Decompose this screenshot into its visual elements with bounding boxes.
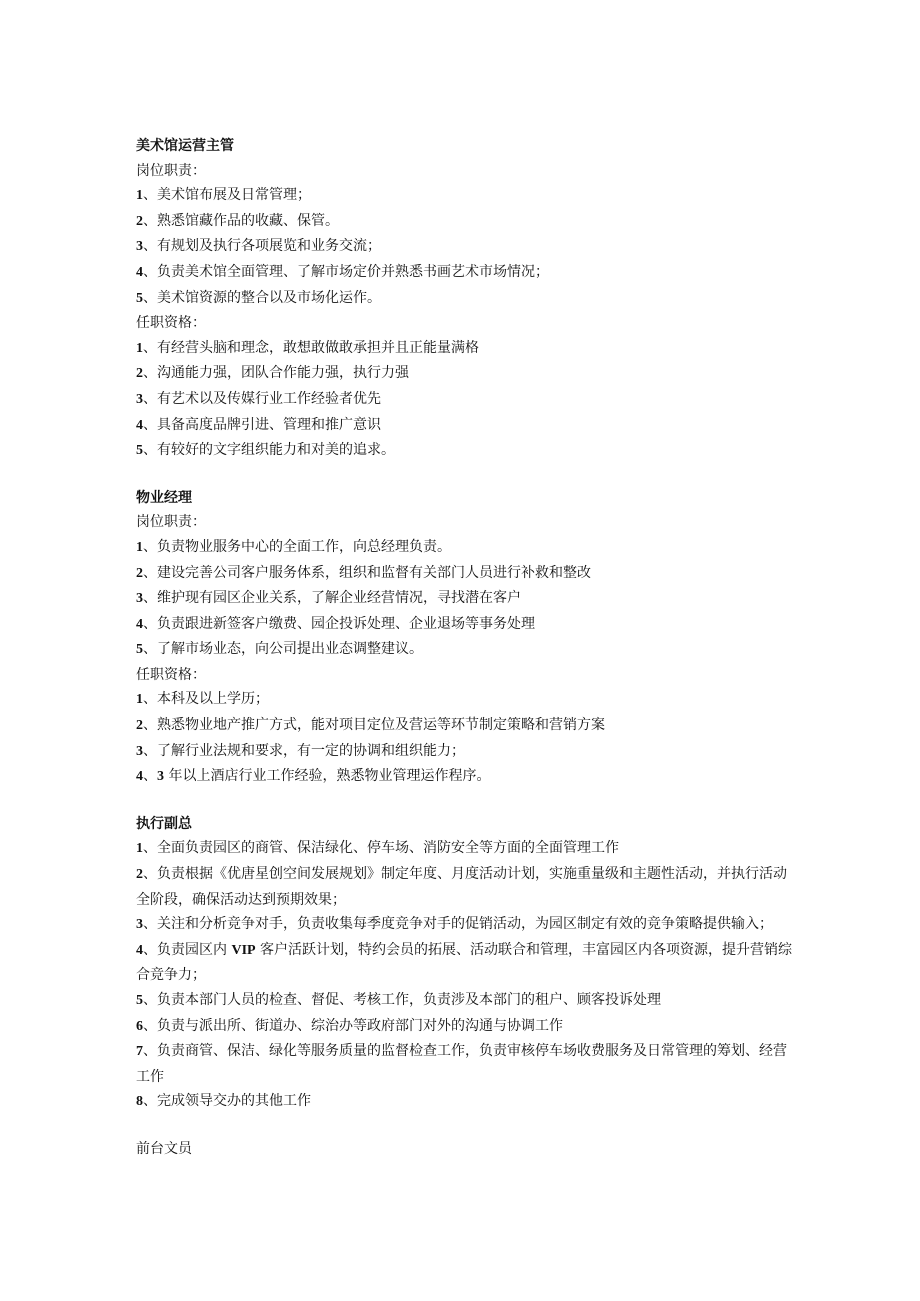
item-text: 、负责与派出所、街道办、综治办等政府部门对外的沟通与协调工作	[143, 1017, 563, 1034]
item-text: 、建设完善公司客户服务体系，组织和监督有关部门人员进行补救和整改	[143, 564, 591, 581]
item-number: 3	[136, 391, 143, 407]
list-item	[136, 535, 796, 561]
section-spacer	[136, 790, 796, 812]
item-number: 1	[136, 539, 143, 555]
section-title: 执行副总	[136, 815, 192, 832]
item-text: 、有较好的文字组织能力和对美的追求。	[143, 442, 395, 459]
item-text: 、全面负责园区的商管、保洁绿化、停车场、消防安全等方面的全面管理工作	[143, 840, 619, 857]
item-text: 客户活跃计划，特约会员的拓展、活动联合和管理，丰富园区内各项资源，提升营销综合竞争力；	[136, 941, 793, 984]
list-item	[136, 612, 796, 638]
item-number: 2	[136, 867, 143, 883]
section-spacer	[136, 464, 796, 486]
item-inline-number: 3	[157, 769, 164, 785]
item-number: 1	[136, 841, 143, 857]
list-item	[136, 209, 796, 235]
list-item	[136, 764, 796, 790]
list-item	[136, 1089, 796, 1115]
item-text: 、关注和分析竞争对手，负责收集每季度竞争对手的促销活动，为园区制定有效的竞争策略提供输入；	[143, 916, 773, 933]
item-number: 4	[136, 769, 143, 785]
document-page	[136, 134, 796, 1162]
list-item	[136, 586, 796, 612]
item-text: 、负责根据《优唐星创空间发展规划》制定年度、月度活动计划，实施重量级和主题性活动，并执行活动全阶段，确保活动达到预期效果；	[136, 866, 787, 908]
item-text: 、维护现有园区企业关系，了解企业经营情况，寻找潜在客户	[143, 590, 521, 607]
item-text: 、有规划及执行各项展览和业务交流；	[143, 238, 381, 255]
item-text: 、本科及以上学历；	[143, 691, 269, 708]
item-text: 、美术馆资源的整合以及市场化运作。	[143, 289, 381, 306]
requirements-label: 任职资格：	[136, 315, 206, 332]
item-text: 、有经营头脑和理念，敢想敢做敢承担并且正能量满格	[143, 339, 479, 356]
list-item	[136, 336, 796, 362]
item-number: 5	[136, 993, 143, 1008]
list-item	[136, 836, 796, 862]
item-text: 、熟悉物业地产推广方式，能对项目定位及营运等环节制定策略和营销方案	[143, 717, 605, 734]
item-text: 、完成领导交办的其他工作	[143, 1093, 311, 1110]
item-number: 4	[136, 417, 143, 433]
duties-label: 岗位职责：	[136, 162, 206, 179]
item-text: 、有艺术以及传媒行业工作经验者优先	[143, 390, 381, 407]
item-text: 年以上酒店行业工作经验，熟悉物业管理运作程序。	[164, 768, 491, 785]
list-item	[136, 938, 796, 988]
list-item	[136, 713, 796, 739]
list-item	[136, 561, 796, 587]
section-title: 美术馆运营主管	[136, 138, 234, 154]
list-item	[136, 1039, 796, 1089]
item-text: 、具备高度品牌引进、管理和推广意识	[143, 416, 381, 433]
item-number: 6	[136, 1018, 143, 1034]
item-text: 、	[143, 768, 157, 785]
list-item	[136, 286, 796, 312]
item-number: 4	[136, 264, 143, 280]
item-text: 、负责园区内	[143, 941, 232, 958]
item-number: 4	[136, 616, 143, 632]
list-item	[136, 361, 796, 387]
item-text: 、熟悉馆藏作品的收藏、保管。	[143, 212, 339, 229]
item-text: 、美术馆布展及日常管理；	[143, 187, 311, 204]
requirements-label: 任职资格：	[136, 666, 206, 683]
list-item	[136, 988, 796, 1014]
list-item	[136, 739, 796, 765]
item-number: 2	[136, 366, 143, 382]
item-number: 1	[136, 692, 143, 708]
item-number: 2	[136, 213, 143, 229]
item-text: 、负责跟进新签客户缴费、园企投诉处理、企业退场等事务处理	[143, 615, 535, 632]
item-text: 、沟通能力强，团队合作能力强，执行力强	[143, 365, 409, 382]
item-number: 5	[136, 443, 143, 459]
list-item	[136, 413, 796, 439]
list-item	[136, 687, 796, 713]
section-spacer	[136, 1115, 796, 1137]
item-number: 2	[136, 565, 143, 581]
list-item	[136, 387, 796, 413]
duties-label: 岗位职责：	[136, 514, 206, 531]
item-number: 4	[136, 942, 143, 958]
item-number: 3	[136, 239, 143, 255]
list-item	[136, 862, 796, 912]
item-text: 、负责商管、保洁、绿化等服务质量的监督检查工作，负责审核停车场收费服务及日常管理的筹划、经营工作	[136, 1043, 787, 1085]
item-text: 、负责物业服务中心的全面工作，向总经理负责。	[143, 538, 451, 555]
item-text: 、了解行业法规和要求，有一定的协调和组织能力；	[143, 742, 465, 759]
list-item	[136, 234, 796, 260]
item-number: 3	[136, 743, 143, 759]
section-title: 前台文员	[136, 1140, 192, 1157]
item-number: 1	[136, 340, 143, 356]
item-number: 3	[136, 917, 143, 933]
list-item	[136, 912, 796, 938]
item-number: 1	[136, 188, 143, 204]
item-number: 8	[136, 1094, 143, 1110]
list-item	[136, 438, 796, 464]
item-text: 、负责美术馆全面管理、了解市场定价并熟悉书画艺术市场情况；	[143, 263, 549, 280]
item-inline-term: VIP	[231, 942, 256, 958]
list-item	[136, 183, 796, 209]
list-item	[136, 260, 796, 286]
item-number: 5	[136, 290, 143, 306]
item-number: 7	[136, 1044, 143, 1060]
section-title: 物业经理	[136, 489, 192, 506]
item-number: 3	[136, 591, 143, 607]
item-number: 2	[136, 718, 143, 734]
list-item	[136, 1014, 796, 1040]
item-text: 、了解市场业态，向公司提出业态调整建议。	[143, 641, 423, 658]
item-text: 、负责本部门人员的检查、督促、考核工作，负责涉及本部门的租户、顾客投诉处理	[143, 992, 661, 1008]
item-number: 5	[136, 642, 143, 658]
list-item	[136, 637, 796, 663]
